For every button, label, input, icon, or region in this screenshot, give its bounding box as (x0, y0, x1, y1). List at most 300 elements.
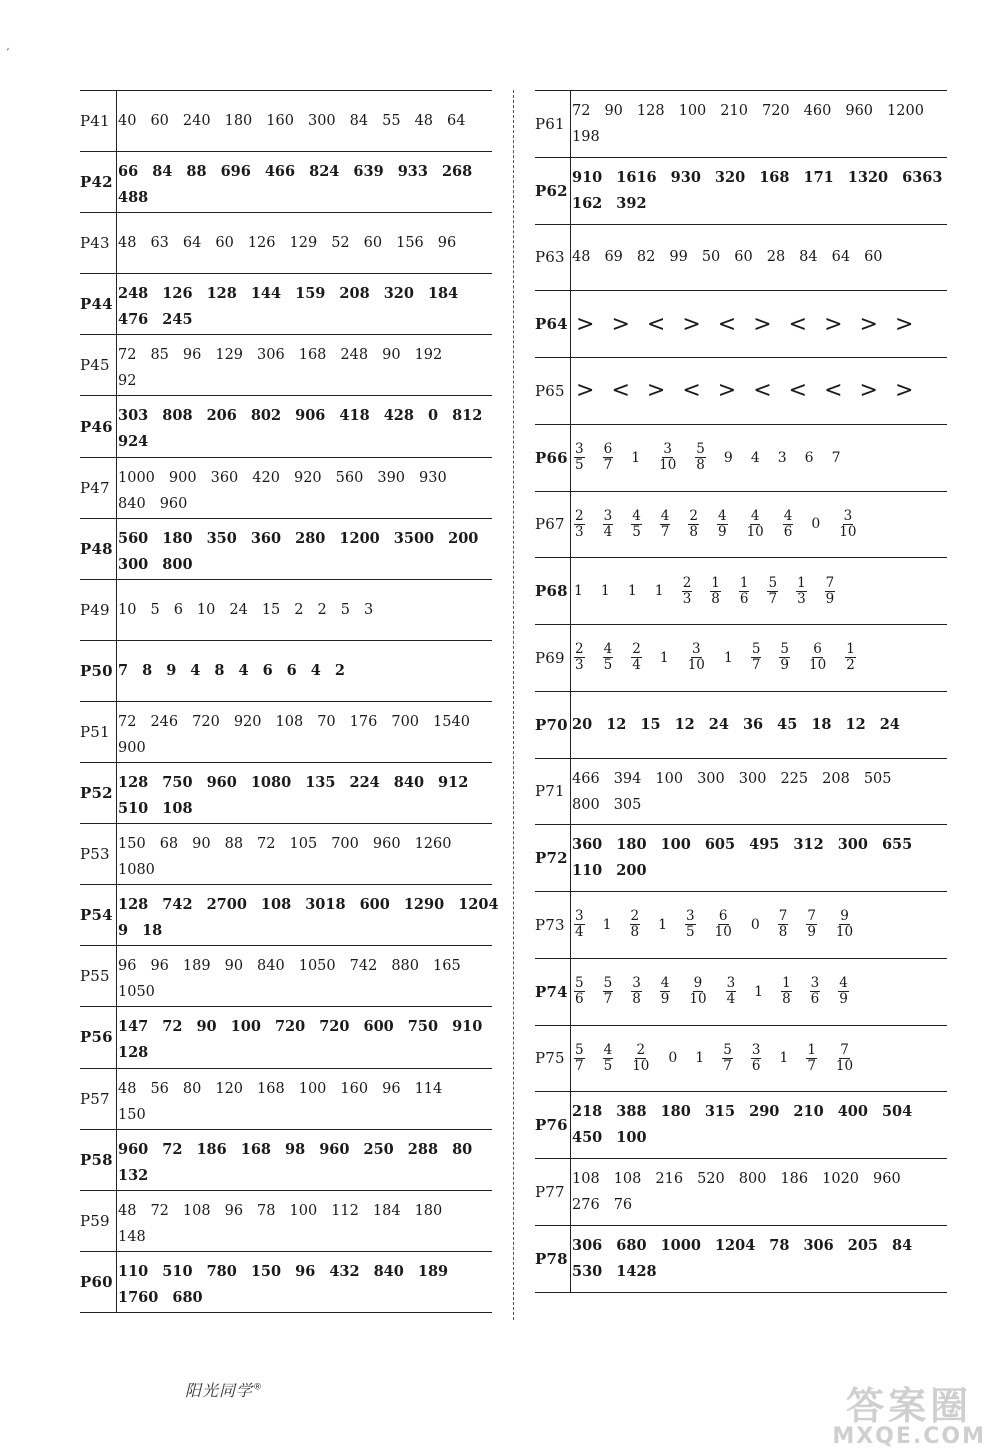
answer-line (572, 1166, 947, 1192)
answer-value: 300 (118, 555, 149, 573)
denominator: 7 (768, 590, 778, 607)
answer-value: 128 (206, 285, 237, 303)
answer-value: 5 (150, 601, 160, 618)
answer-value: 72 (118, 713, 137, 730)
comparison-sign: < (646, 311, 666, 337)
answer-value: 36 (742, 715, 764, 733)
answer-cells (572, 1159, 947, 1225)
answer-value: 108 (572, 1171, 600, 1187)
answer-line (118, 491, 492, 517)
answer-value: 1428 (616, 1262, 657, 1280)
fraction (631, 976, 642, 1007)
answer-value: 6 (262, 661, 273, 679)
answer-value: 505 (863, 770, 892, 787)
answer-line (118, 597, 492, 623)
fraction (714, 909, 733, 940)
fraction (810, 976, 821, 1007)
denominator: 5 (686, 924, 695, 941)
answer-row-p77 (535, 1159, 947, 1226)
numerator: 6 (813, 641, 822, 658)
answer-value: 100 (660, 836, 691, 854)
answer-value: 8 (142, 661, 153, 679)
page-label: P58 (80, 1150, 113, 1169)
answer-value: 12 (606, 715, 627, 733)
whole-number: 1 (695, 1050, 705, 1067)
answer-cells (118, 641, 492, 701)
fraction (682, 576, 693, 607)
answer-value: 495 (749, 836, 780, 854)
comparison-sign: > (717, 378, 737, 404)
answer-value: 1290 (403, 896, 445, 914)
fraction (779, 642, 790, 673)
answer-value: 69 (604, 249, 623, 266)
answer-cells (572, 825, 947, 891)
fraction (781, 976, 792, 1007)
denominator: 7 (751, 657, 761, 674)
answer-value: 700 (391, 713, 420, 730)
answer-value: 1050 (298, 958, 336, 975)
denominator: 6 (751, 1057, 761, 1074)
denominator: 4 (726, 991, 736, 1008)
answer-value: 840 (257, 958, 285, 975)
comparison-sign: < (824, 378, 843, 404)
fraction-line (572, 642, 947, 673)
answer-value: 246 (150, 713, 179, 730)
answer-row-p70 (535, 692, 947, 759)
answer-value: 96 (437, 235, 457, 252)
answer-value: 45 (777, 715, 798, 733)
numerator: 1 (807, 1041, 816, 1058)
answer-value: 48 (414, 113, 434, 130)
fraction (688, 509, 699, 540)
answer-value: 198 (572, 129, 600, 145)
answer-value: 750 (162, 774, 193, 792)
answer-value: 10 (196, 601, 216, 618)
answer-value: 99 (669, 249, 688, 266)
answer-value: 147 (118, 1018, 149, 1036)
answer-line (572, 124, 947, 150)
fraction (722, 1043, 733, 1074)
numerator: 3 (751, 1041, 761, 1058)
answer-value: 129 (215, 347, 244, 364)
answer-table-left (80, 90, 499, 1313)
fraction (685, 909, 696, 940)
answer-value: 24 (879, 715, 900, 733)
answer-cells (118, 885, 499, 945)
fraction (688, 976, 707, 1007)
answer-cells (118, 1130, 492, 1190)
answer-row-p49 (80, 580, 492, 641)
answer-value: 128 (118, 774, 149, 792)
answer-value: 7 (118, 661, 129, 679)
numerator: 2 (630, 908, 640, 925)
whole-number: 1 (779, 1050, 789, 1067)
answer-value: 12 (674, 715, 695, 733)
answer-value: 394 (613, 770, 642, 787)
answer-value: 189 (182, 958, 211, 975)
page-label: P59 (80, 1211, 110, 1230)
denominator: 6 (810, 991, 820, 1008)
answer-line (118, 1102, 492, 1128)
fraction-line (572, 1043, 947, 1074)
answer-line (118, 1224, 492, 1250)
denominator: 8 (689, 523, 698, 540)
page-label: P78 (535, 1249, 568, 1268)
denominator: 8 (696, 457, 705, 474)
fraction (835, 1043, 854, 1074)
comparison-sign: > (859, 311, 878, 337)
answer-value: 150 (118, 836, 146, 853)
answer-line (118, 185, 492, 211)
comparison-sign: > (611, 311, 630, 337)
answer-value: 84 (152, 163, 173, 181)
answer-value: 388 (616, 1103, 647, 1121)
denominator: 5 (603, 657, 613, 674)
answer-value: 40 (118, 113, 137, 130)
answer-value: 108 (613, 1171, 642, 1187)
fraction-line (572, 909, 947, 940)
answer-row-p57 (80, 1069, 492, 1130)
answer-value: 306 (257, 347, 285, 364)
answer-value: 420 (252, 469, 280, 486)
answer-row-p46 (80, 396, 492, 457)
answer-row-p60 (80, 1252, 492, 1313)
answer-value: 300 (697, 770, 725, 787)
answer-value: 520 (697, 1171, 725, 1187)
answer-value: 100 (655, 770, 684, 787)
answer-value: 84 (799, 249, 818, 266)
answer-value: 808 (162, 407, 193, 425)
answer-value: 48 (118, 235, 137, 252)
fraction (603, 976, 614, 1007)
page-label: P57 (80, 1089, 110, 1108)
answer-value: 560 (335, 469, 364, 486)
answer-value: 224 (349, 774, 380, 792)
answer-value: 72 (257, 836, 276, 853)
fraction (574, 976, 585, 1007)
numerator: 3 (603, 507, 613, 524)
answer-value: 55 (382, 113, 401, 130)
answer-value: 108 (182, 1202, 211, 1219)
answer-value: 28 (766, 249, 786, 266)
answer-value: 3018 (305, 896, 346, 914)
answer-value: 1080 (118, 862, 155, 879)
page-label: P45 (80, 356, 110, 375)
comparison-sign: < (788, 378, 808, 404)
denominator: 10 (687, 657, 705, 674)
numerator: 4 (603, 641, 613, 658)
numerator: 1 (846, 641, 855, 658)
numerator: 3 (575, 908, 584, 925)
denominator: 10 (659, 457, 677, 474)
denominator: 6 (739, 590, 749, 607)
answer-value: 72 (162, 1140, 183, 1158)
answer-value: 200 (448, 529, 479, 547)
answer-cells (572, 1026, 947, 1092)
answer-cells (118, 458, 492, 518)
answer-value: 680 (616, 1236, 647, 1254)
answer-value: 742 (162, 896, 193, 914)
answer-value: 96 (382, 1080, 401, 1097)
answer-value: 128 (118, 896, 149, 914)
answer-value: 112 (331, 1202, 359, 1219)
answer-cells (572, 358, 947, 424)
answer-value: 466 (572, 770, 600, 787)
denominator: 3 (575, 657, 584, 674)
answer-value: 418 (339, 407, 370, 425)
answer-value: 10 (118, 601, 137, 618)
answer-cells (572, 225, 947, 291)
answer-value: 208 (339, 285, 370, 303)
answer-value: 2 (294, 601, 304, 618)
answer-value: 135 (305, 774, 336, 792)
numerator: 2 (636, 1041, 646, 1058)
answer-row-p63 (535, 225, 947, 292)
denominator: 10 (689, 991, 707, 1008)
whole-number: 1 (631, 449, 641, 466)
answer-value: 300 (837, 836, 868, 854)
answer-value: 720 (761, 103, 790, 119)
answer-row-p52 (80, 763, 492, 824)
answer-value: 184 (372, 1202, 401, 1219)
answer-line (118, 465, 492, 491)
answer-value: 390 (377, 469, 406, 486)
denominator: 9 (780, 657, 789, 674)
page-label: P60 (80, 1272, 113, 1291)
answer-value: 320 (383, 285, 414, 303)
answer-value: 960 (159, 495, 188, 512)
denominator: 4 (603, 523, 613, 540)
answer-value: 360 (572, 836, 603, 854)
denominator: 4 (575, 924, 584, 941)
denominator: 2 (846, 657, 855, 674)
denominator: 8 (778, 924, 788, 941)
numerator: 1 (739, 574, 749, 591)
answer-value: 20 (572, 715, 593, 733)
answer-value: 68 (159, 836, 179, 853)
answer-row-p53 (80, 824, 492, 885)
denominator: 7 (723, 1057, 732, 1074)
comparison-sign: > (682, 311, 701, 337)
answer-value: 70 (317, 713, 336, 730)
fraction (778, 909, 789, 940)
page-label: P77 (535, 1182, 565, 1201)
whole-number: 0 (811, 516, 821, 533)
fraction (751, 1043, 762, 1074)
numerator: 5 (696, 441, 705, 458)
page-label: P68 (535, 582, 568, 601)
fraction (838, 509, 857, 540)
answer-value: 96 (150, 958, 169, 975)
page-label: P62 (535, 181, 568, 200)
answer-line (572, 712, 947, 738)
answer-line (118, 368, 492, 394)
answer-value: 680 (172, 1288, 203, 1306)
answer-value: 60 (363, 235, 383, 252)
answer-value: 52 (331, 235, 350, 252)
denominator: 9 (660, 991, 670, 1008)
denominator: 6 (575, 991, 584, 1008)
page-label: P44 (80, 295, 113, 314)
comparison-sign: > (576, 378, 595, 404)
answer-cells (118, 1191, 492, 1251)
numerator: 3 (663, 441, 672, 458)
answer-value: 1080 (250, 774, 292, 792)
fraction-line (572, 576, 947, 607)
answer-value: 315 (704, 1103, 736, 1121)
answer-line (118, 1040, 492, 1066)
comparison-line (572, 312, 947, 337)
answer-value: 72 (572, 103, 591, 119)
page-label: P51 (80, 722, 110, 741)
fraction (603, 442, 614, 473)
answer-value: 168 (257, 1080, 285, 1097)
answer-cells (118, 702, 492, 762)
answer-value: 150 (250, 1262, 282, 1280)
answer-line (572, 98, 947, 124)
answer-value: 180 (660, 1103, 691, 1121)
answer-line (118, 831, 492, 857)
answer-row-p69 (535, 625, 947, 692)
answer-value: 800 (572, 796, 600, 813)
comparison-sign: > (576, 311, 595, 337)
brand-logo (185, 1378, 263, 1401)
comparison-sign: < (611, 378, 630, 404)
corner-mark: ‘ (6, 46, 10, 59)
answer-value: 64 (182, 235, 202, 252)
numerator: 2 (682, 574, 692, 591)
fraction (574, 1043, 585, 1074)
comparison-sign: > (646, 378, 666, 404)
answer-value: 960 (206, 774, 237, 792)
answer-value: 24 (708, 715, 729, 733)
answer-row-p43 (80, 213, 492, 274)
answer-cells (572, 692, 947, 758)
numerator: 3 (575, 441, 584, 458)
answer-line (118, 526, 492, 552)
numerator: 5 (603, 975, 613, 992)
fraction (739, 576, 750, 607)
answer-value: 129 (289, 235, 318, 252)
answer-value: 180 (162, 529, 193, 547)
answer-value: 2 (317, 601, 327, 618)
page-label: P43 (80, 234, 110, 253)
answer-value: 90 (224, 958, 244, 975)
denominator: 7 (603, 991, 613, 1008)
answer-value: 488 (118, 189, 149, 207)
answer-value: 600 (359, 896, 390, 914)
answer-value: 1000 (118, 469, 155, 486)
answer-row-p71 (535, 759, 947, 826)
comparison-line (572, 378, 947, 403)
whole-number: 0 (668, 1050, 678, 1067)
answer-value: 303 (118, 407, 149, 425)
answer-value: 720 (319, 1018, 350, 1036)
answer-cells (572, 91, 947, 157)
answer-value: 189 (417, 1262, 449, 1280)
answer-value: 186 (780, 1171, 809, 1187)
numerator: 1 (797, 574, 806, 591)
whole-number: 4 (750, 449, 760, 466)
denominator: 5 (632, 523, 641, 540)
fraction (574, 642, 585, 673)
answer-value: 1260 (414, 836, 452, 853)
answer-value: 100 (298, 1080, 327, 1097)
answer-value: 218 (572, 1103, 603, 1121)
answer-value: 900 (168, 469, 197, 486)
answer-value: 85 (150, 347, 169, 364)
answer-cells (118, 946, 492, 1006)
answer-value: 460 (803, 103, 832, 119)
answer-value: 960 (319, 1140, 350, 1158)
answer-value: 105 (289, 836, 318, 853)
numerator: 5 (575, 1041, 584, 1058)
answer-value: 12 (845, 715, 866, 733)
answer-value: 60 (864, 249, 883, 266)
answer-value: 160 (340, 1080, 369, 1097)
answer-line (572, 832, 947, 858)
answer-value: 90 (196, 1018, 217, 1036)
answer-value: 168 (298, 347, 327, 364)
numerator: 5 (751, 641, 761, 658)
denominator: 7 (807, 1057, 816, 1074)
answer-line (118, 1259, 492, 1285)
answer-value: 100 (289, 1202, 318, 1219)
answer-row-p66 (535, 425, 947, 492)
whole-number: 1 (654, 583, 664, 600)
answer-value: 350 (206, 529, 237, 547)
denominator: 8 (632, 991, 641, 1008)
whole-number: 6 (804, 449, 814, 466)
fraction (658, 442, 677, 473)
answer-cells (118, 335, 492, 395)
whole-number: 3 (777, 449, 787, 466)
answer-cells (572, 892, 947, 958)
answer-value: 60 (734, 249, 753, 266)
numerator: 4 (660, 507, 670, 524)
answer-row-p67 (535, 492, 947, 559)
answer-line (118, 770, 492, 796)
answer-cells (118, 1252, 492, 1312)
answer-line (118, 918, 492, 944)
answer-value: 1320 (847, 168, 889, 186)
whole-number: 1 (658, 916, 668, 933)
answer-value: 96 (182, 347, 202, 364)
answer-line (572, 165, 947, 191)
answer-value: 110 (118, 1262, 149, 1280)
denominator: 6 (783, 523, 793, 540)
answer-value: 66 (118, 163, 139, 181)
answer-value: 248 (118, 285, 149, 303)
page-label: P74 (535, 982, 568, 1001)
answer-value: 150 (118, 1106, 146, 1123)
answer-cells (118, 152, 492, 212)
fraction (603, 642, 614, 673)
denominator: 5 (603, 1057, 613, 1074)
answer-line (572, 191, 947, 217)
answer-value: 6363 (902, 168, 943, 186)
answer-value: 108 (260, 896, 292, 914)
answer-value: 912 (438, 774, 469, 792)
answer-value: 960 (873, 1171, 901, 1187)
answer-row-p62 (535, 158, 947, 225)
answer-value: 82 (636, 249, 656, 266)
comparison-sign: < (682, 378, 701, 404)
answer-value: 3500 (393, 529, 435, 547)
answer-value: 428 (383, 407, 414, 425)
answer-value: 312 (793, 836, 824, 854)
answer-row-p74 (535, 959, 947, 1026)
